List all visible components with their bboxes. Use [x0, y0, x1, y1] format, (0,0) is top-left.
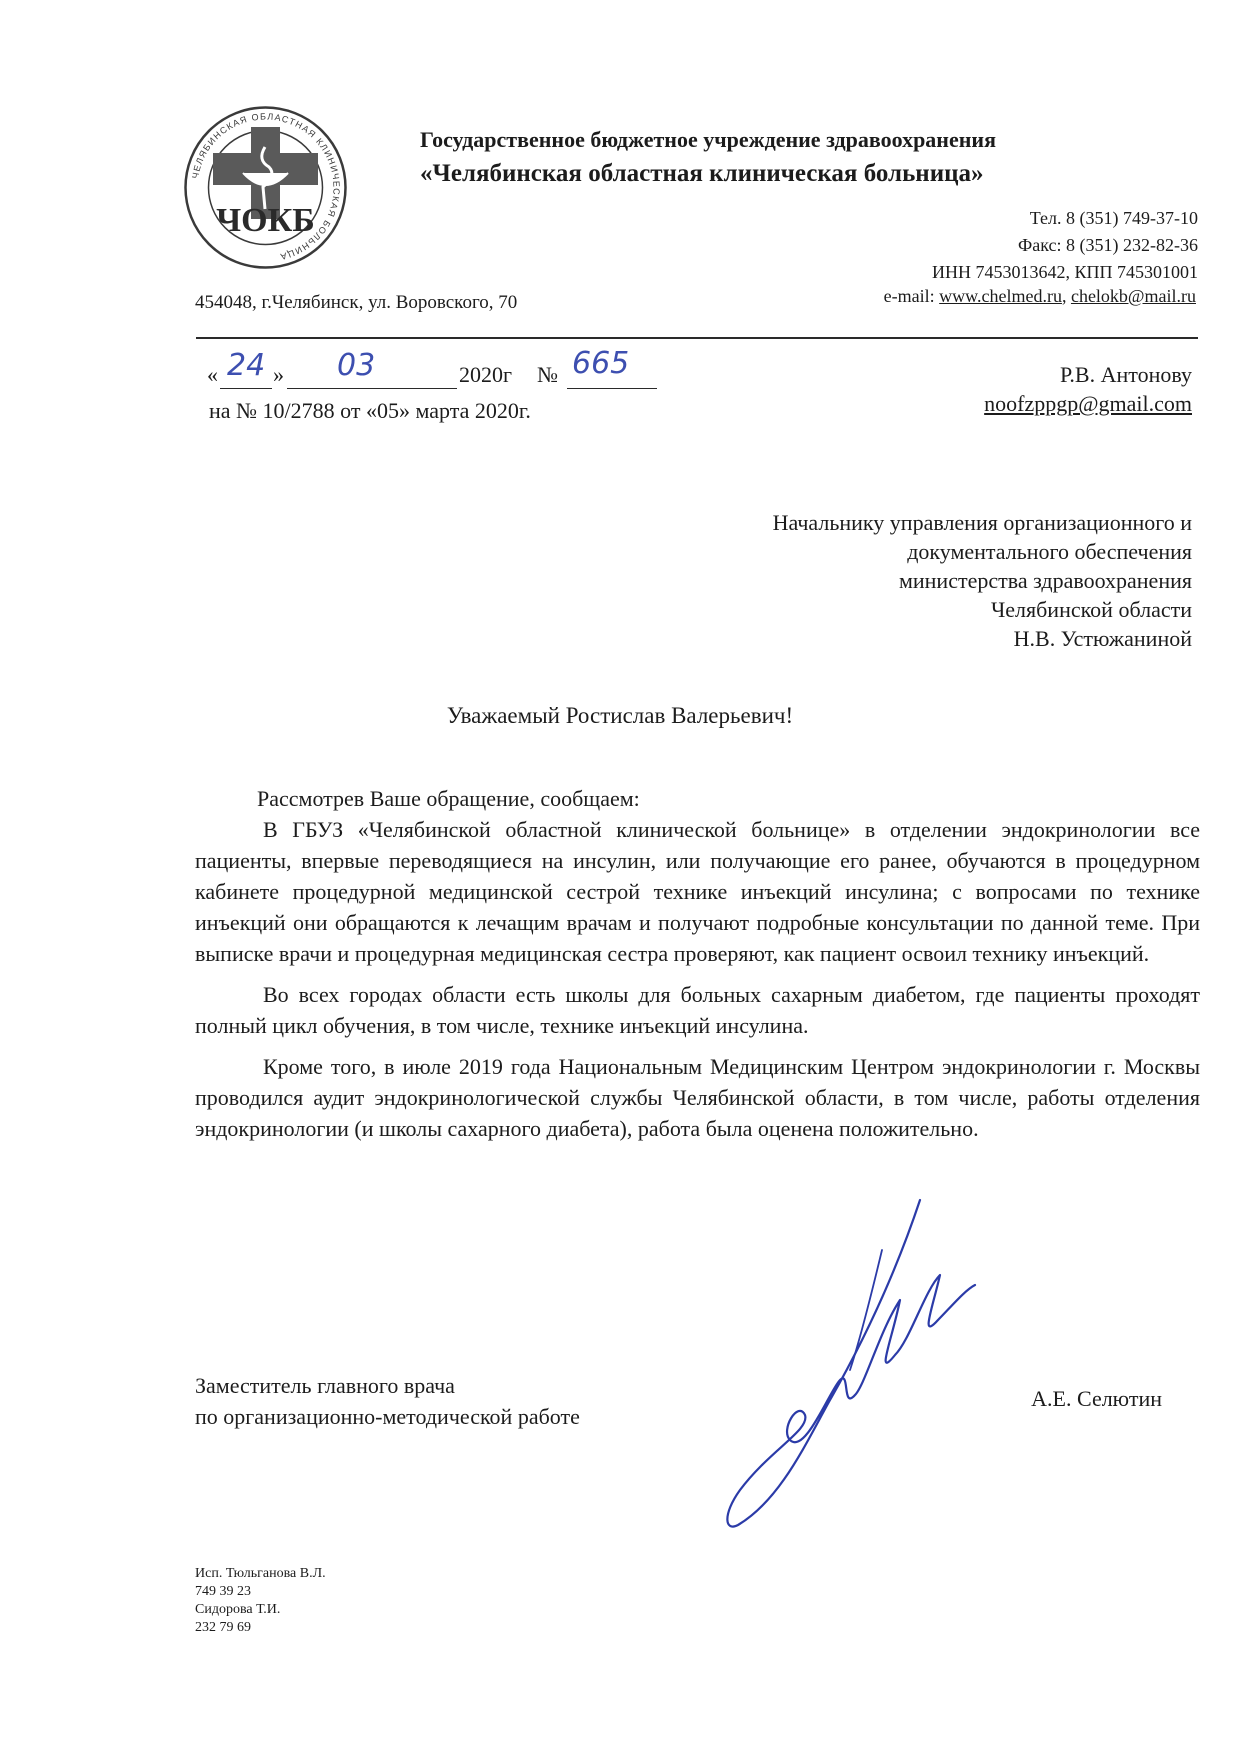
footer-line: 232 79 69 — [195, 1620, 251, 1635]
website-link[interactable]: www.chelmed.ru — [939, 286, 1062, 306]
body-paragraph: Кроме того, в июле 2019 года Национальным Медицинским Центром эндокринологии г. Москвы проводился аудит эндокринологической службы Челябинской области, в том числе, работы отделения эндокринологии (и школы сахарного диабета), работа была оценена положительно. — [195, 1054, 1200, 1141]
fax-number: Факс: 8 (351) 232-82-36 — [1018, 235, 1198, 255]
date-close-quote: » — [273, 362, 284, 387]
letterhead-divider — [196, 337, 1198, 339]
letter-body — [195, 783, 1200, 1154]
addressee-line: Челябинской области — [990, 597, 1192, 622]
logo-ring-text: ЧЕЛЯБИНСКАЯ ОБЛАСТНАЯ КЛИНИЧЕСКАЯ БОЛЬНИЦА — [190, 111, 342, 263]
footer-line: 749 39 23 — [195, 1584, 251, 1599]
contact-block — [932, 205, 1198, 286]
addressee-block — [773, 508, 1192, 653]
organization-address: 454048, г.Челябинск, ул. Воровского, 70 — [195, 292, 518, 313]
salutation: Уважаемый Ростислав Валерьевич! — [446, 703, 794, 728]
logo-abbreviation: ЧОКБ — [216, 202, 315, 239]
number-sign: № — [537, 362, 558, 387]
date-open-quote: « — [207, 362, 218, 387]
copy-recipient-email[interactable]: noofzppgp@gmail.com — [984, 391, 1192, 416]
date-year: 2020г — [459, 362, 513, 387]
footer-line: Сидорова Т.И. — [195, 1602, 281, 1617]
email-label: e-mail: — [883, 286, 935, 306]
signatory-title-line: по организационно-методической работе — [195, 1404, 580, 1429]
addressee-line: Н.В. Устюжаниной — [1013, 626, 1192, 651]
signatory-title — [195, 1370, 580, 1432]
phone-number: Тел. 8 (351) 749-37-10 — [1029, 208, 1198, 228]
signatory-title-line: Заместитель главного врача — [195, 1373, 455, 1398]
handwritten-number: 665 — [572, 346, 630, 381]
handwritten-signature — [710, 1180, 1010, 1550]
body-paragraph: В ГБУЗ «Челябинской областной клинической больнице» в отделении эндокринологии все пациенты, впервые переводящиеся на инсулин, или получающие его ранее, обучаются в процедурном кабинете процедурной медицинской сестрой технике инъекций инсулина; с вопросами по технике инъекций они обращаются к лечащим врачам и получают подробные консультации по данной теме. При выписке врачи и процедурная медицинская сестра проверяют, как пациент освоил технику инъекций. — [195, 817, 1200, 966]
body-paragraph: Во всех городах области есть школы для больных сахарным диабетом, где пациенты проходят полный цикл обучения, в том числе, технике инъекций инсулина. — [195, 982, 1200, 1038]
email-line: e-mail: www.chelmed.ru, chelokb@mail.ru — [883, 286, 1196, 306]
organization-name: «Челябинская областная клиническая больница» — [420, 160, 984, 187]
body-paragraph: Рассмотрев Ваше обращение, сообщаем: — [257, 786, 640, 811]
addressee-line: министерства здравоохранения — [898, 568, 1192, 593]
organization-type: Государственное бюджетное учреждение здравоохранения — [420, 127, 996, 152]
addressee-line: документального обеспечения — [907, 539, 1192, 564]
handwritten-month: 03 — [337, 348, 376, 383]
organization-email-link[interactable]: chelokb@mail.ru — [1070, 286, 1196, 306]
reference-line: на № 10/2788 от «05» марта 2020г. — [209, 398, 531, 423]
hospital-logo — [183, 105, 348, 270]
copy-recipient — [984, 360, 1192, 418]
outgoing-date-number — [207, 346, 677, 398]
handwritten-day: 24 — [227, 348, 266, 383]
copy-recipient-name: Р.В. Антонову — [1059, 362, 1192, 387]
addressee-line: Начальнику управления организационного и — [772, 510, 1192, 535]
executor-info — [195, 1565, 326, 1637]
signatory-name: А.Е. Селютин — [1031, 1386, 1162, 1411]
tax-ids: ИНН 7453013642, КПП 745301001 — [931, 262, 1198, 282]
footer-line: Исп. Тюльганова В.Л. — [195, 1566, 326, 1581]
